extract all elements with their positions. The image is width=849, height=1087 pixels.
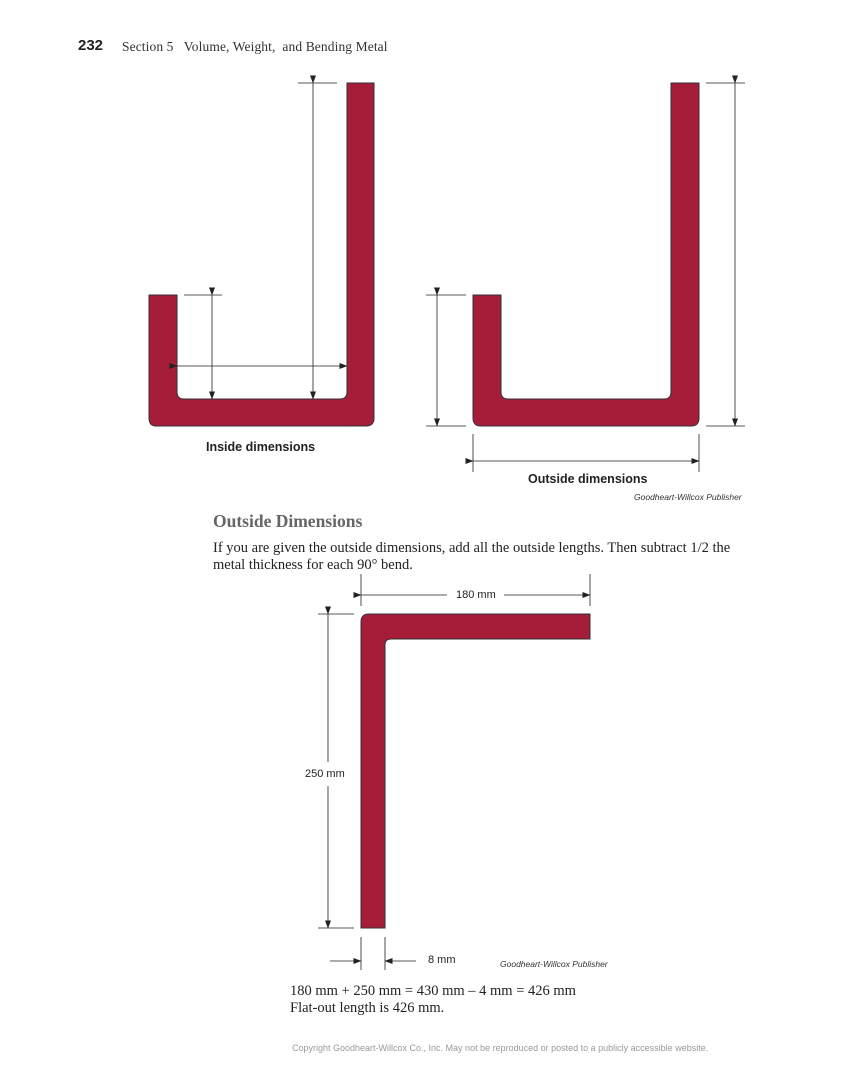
calculation-equation: 180 mm + 250 mm = 430 mm – 4 mm = 426 mm — [290, 983, 576, 999]
vertical-dimension-label: 250 mm — [305, 768, 345, 780]
figure1-credit: Goodheart-Willcox Publisher — [634, 492, 742, 502]
calculation-result: Flat-out length is 426 mm. — [290, 1000, 445, 1016]
horizontal-dimension-label: 180 mm — [456, 589, 496, 601]
section-paragraph: If you are given the outside dimensions, add all the outside lengths. Then subtract 1/2 the metal thickness for each 90° bend. — [213, 540, 731, 573]
inside-dimension-lines — [177, 83, 347, 399]
inside-dimensions-label: Inside dimensions — [206, 440, 316, 454]
running-title: Section 5 Volume, Weight, and Bending Metal — [122, 39, 388, 54]
section-heading: Outside Dimensions — [213, 511, 363, 531]
thickness-dimension-label: 8 mm — [428, 954, 456, 966]
page-number: 232 — [78, 37, 104, 54]
inside-channel-shape — [149, 83, 374, 426]
copyright-notice: Copyright Goodheart-Willcox Co., Inc. May not be reproduced or posted to a publicly accessible website. — [292, 1043, 709, 1053]
figure2-credit: Goodheart-Willcox Publisher — [500, 959, 608, 969]
angle-shape — [361, 614, 590, 928]
outside-channel-shape — [473, 83, 699, 426]
outside-dimensions-label: Outside dimensions — [528, 472, 648, 486]
